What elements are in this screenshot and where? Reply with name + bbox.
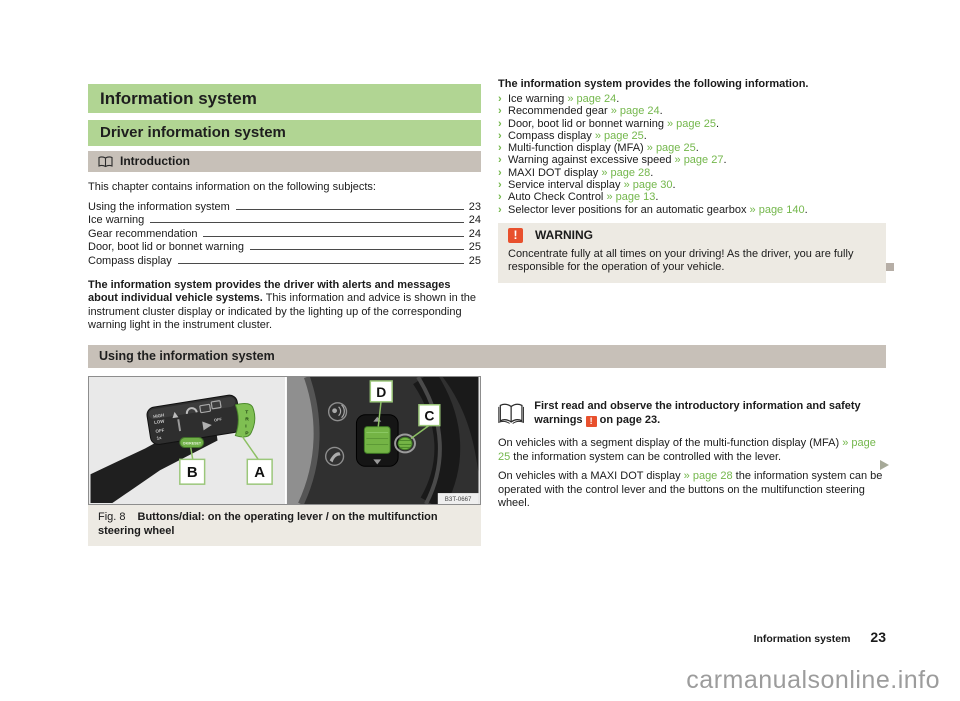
operating-lever-photo	[91, 377, 285, 504]
marking-low: LOW	[153, 418, 165, 426]
page-link[interactable]: » page 25	[667, 117, 716, 130]
list-item	[498, 191, 886, 203]
toc-label: Door, boot lid or bonnet warning	[88, 241, 244, 254]
figure-8	[88, 376, 481, 546]
list-item	[498, 204, 886, 216]
chevron-bullet-icon: ›	[498, 191, 502, 204]
photo-divider	[285, 377, 287, 504]
toc-row	[88, 201, 481, 214]
list-item-label: Multi-function display (MFA)	[508, 142, 647, 155]
marking-high: HIGH	[152, 412, 165, 420]
introduction-heading	[88, 151, 481, 172]
list-item-label: Warning against excessive speed	[508, 154, 675, 167]
page-link[interactable]: » page 25	[498, 437, 876, 463]
list-item-suffix: .	[804, 203, 808, 216]
list-item-label: Compass display	[508, 129, 595, 142]
list-item-suffix: .	[616, 93, 620, 105]
label-box-c	[419, 405, 440, 426]
chevron-bullet-icon: ›	[498, 203, 502, 216]
list-item-suffix: .	[695, 142, 699, 155]
chevron-bullet-icon: ›	[498, 105, 502, 118]
chevron-bullet-icon: ›	[498, 117, 502, 130]
left-column	[88, 84, 481, 333]
label-a: A	[254, 465, 266, 482]
list-item	[498, 154, 886, 166]
summary-rest: This information and advice is shown in the instrument cluster display or indicated by the lighting up of the corresponding warning light in the instrument cluster.	[88, 292, 477, 332]
marking-off2: OFF	[213, 416, 223, 423]
steering-wheel-photo	[287, 377, 478, 504]
chevron-bullet-icon: ›	[498, 154, 502, 167]
watermark-link[interactable]: carmanualsonline.info	[686, 666, 940, 694]
paragraph-mfa	[498, 437, 886, 464]
warning-title: WARNING	[535, 228, 593, 243]
chevron-bullet-icon: ›	[498, 93, 502, 105]
list-item	[498, 105, 886, 117]
warning-box	[498, 223, 886, 283]
warning-header	[508, 228, 876, 243]
footer-section-title: Information system	[753, 633, 851, 645]
warning-exclamation-icon: !	[586, 416, 597, 427]
toc-page-number: 25	[468, 241, 481, 254]
list-item-suffix: .	[723, 154, 727, 167]
figure-caption-text: Buttons/dial: on the operating lever / on the multifunction steering wheel	[98, 511, 438, 537]
read-note	[498, 400, 886, 427]
page-footer	[498, 629, 886, 645]
list-item-label: Selector lever positions for an automatic gearbox	[508, 203, 750, 216]
marking-off: OFF	[155, 427, 165, 434]
page-link[interactable]: » page 13	[606, 191, 656, 204]
list-item-suffix: .	[650, 166, 654, 179]
read-note-text	[534, 400, 886, 427]
toc-leader-line	[250, 249, 464, 250]
list-item-suffix: .	[655, 191, 659, 204]
label-box-d	[370, 381, 392, 402]
warning-body: Concentrate fully at all times on your driving! As the driver, you are fully responsible for the operation of your vehicle.	[508, 247, 854, 273]
paragraph-text: On vehicles with a MAXI DOT display	[498, 470, 684, 482]
paragraph-maxi-dot	[498, 470, 886, 511]
toc-leader-line	[203, 236, 463, 237]
page-link[interactable]: » page 28	[601, 166, 651, 179]
summary-bold: The information system provides the driver with alerts and messages about individual vehicle systems.	[88, 278, 451, 305]
chevron-bullet-icon: ›	[498, 166, 502, 179]
toc-label: Gear recommendation	[88, 227, 198, 240]
toc-label: Using the information system	[88, 201, 230, 213]
paragraph-text: On vehicles with a segment display of the multi-function display (MFA)	[498, 437, 843, 449]
marking-trip-i: I	[245, 424, 247, 430]
table-of-contents	[88, 201, 481, 268]
photo-code: B3T-0667	[444, 496, 472, 504]
figure-caption	[88, 505, 481, 546]
toc-page-number: 24	[468, 214, 481, 227]
toc-leader-line	[236, 209, 464, 210]
figure-8-image	[88, 376, 481, 505]
right-column	[498, 78, 886, 283]
summary-paragraph	[88, 279, 478, 333]
chevron-bullet-icon: ›	[498, 179, 502, 192]
list-item-label: Ice warning	[508, 93, 568, 105]
read-note-pre: First read and observe the introductory information and safety warnings	[534, 400, 861, 426]
page-link[interactable]: » page 27	[674, 154, 724, 167]
marking-1x: 1x	[156, 435, 162, 441]
warning-exclamation-icon: !	[508, 228, 523, 243]
marking-ok-reset: OK/RESET	[182, 441, 202, 446]
label-box-a	[247, 459, 272, 484]
chevron-bullet-icon: ›	[498, 129, 502, 142]
toc-leader-line	[178, 263, 464, 264]
list-item-label: Auto Check Control	[508, 191, 607, 204]
toc-page-number: 24	[468, 227, 481, 240]
figure-number: Fig. 8	[98, 511, 126, 523]
introduction-heading-label: Introduction	[120, 154, 190, 168]
toc-row	[88, 255, 481, 268]
page-link[interactable]: » page 24	[610, 105, 660, 118]
info-lead: The information system provides the following information.	[498, 78, 809, 90]
label-box-b	[180, 459, 205, 484]
list-item-suffix: .	[715, 117, 719, 130]
list-item-label: MAXI DOT display	[508, 166, 602, 179]
list-item-label: Service interval display	[508, 179, 624, 192]
paragraph-text: the information system can be operated with the control lever and the buttons on the multifunction steering wheel.	[498, 470, 883, 509]
list-item	[498, 167, 886, 179]
chevron-bullet-icon: ›	[498, 142, 502, 155]
list-item	[498, 93, 886, 105]
toc-row	[88, 241, 481, 254]
list-item	[498, 118, 886, 130]
mfa-rocker-switch-d	[356, 415, 398, 467]
footer-page-number: 23	[870, 629, 886, 645]
list-item-label: Door, boot lid or bonnet warning	[508, 117, 667, 130]
toc-row	[88, 228, 481, 241]
green-rocker-button	[364, 427, 390, 454]
open-book-icon	[98, 156, 113, 168]
list-item-suffix: .	[659, 105, 663, 118]
list-item-label: Recommended gear	[508, 105, 611, 118]
toc-label: Ice warning	[88, 214, 145, 227]
list-item	[498, 142, 886, 154]
toc-row	[88, 214, 481, 227]
toc-page-number: 23	[468, 201, 481, 213]
marking-trip-r: R	[245, 417, 249, 423]
toc-page-number: 25	[468, 254, 481, 267]
toc-label: Compass display	[88, 254, 172, 267]
chapter-contents-lead: This chapter contains information on the following subjects:	[88, 181, 376, 193]
page-link[interactable]: » page 140	[749, 203, 805, 216]
next-page-arrow-icon	[880, 460, 889, 470]
list-item	[498, 179, 886, 191]
label-b: B	[186, 465, 198, 482]
section-title: Driver information system	[88, 120, 481, 146]
list-item-suffix: .	[643, 129, 647, 142]
chapter-title: Information system	[88, 84, 481, 113]
read-note-post: on page 23.	[596, 413, 661, 426]
open-book-icon	[498, 400, 524, 427]
label-d: D	[376, 383, 387, 400]
page-link[interactable]: » page 25	[594, 129, 644, 142]
section-heading-using-information-system: Using the information system	[88, 345, 886, 368]
photo-code-tag	[438, 493, 479, 504]
paragraph-text: the information system can be controlled with the lever.	[510, 450, 782, 463]
page-link[interactable]: » page 25	[646, 142, 696, 155]
list-item-suffix: .	[672, 179, 676, 192]
info-list	[498, 93, 886, 216]
section-end-marker	[886, 263, 894, 271]
marking-trip-p: P	[245, 431, 249, 437]
label-c: C	[424, 407, 435, 424]
page-link[interactable]: » page 30	[623, 179, 673, 192]
page-link[interactable]: » page 28	[683, 470, 733, 482]
toc-leader-line	[150, 222, 463, 223]
page-link[interactable]: » page 24	[567, 93, 617, 105]
list-item	[498, 130, 886, 142]
marking-trip: T	[245, 410, 249, 416]
ok-reset-button-b	[180, 438, 204, 448]
trip-dial-button-a	[235, 403, 254, 437]
